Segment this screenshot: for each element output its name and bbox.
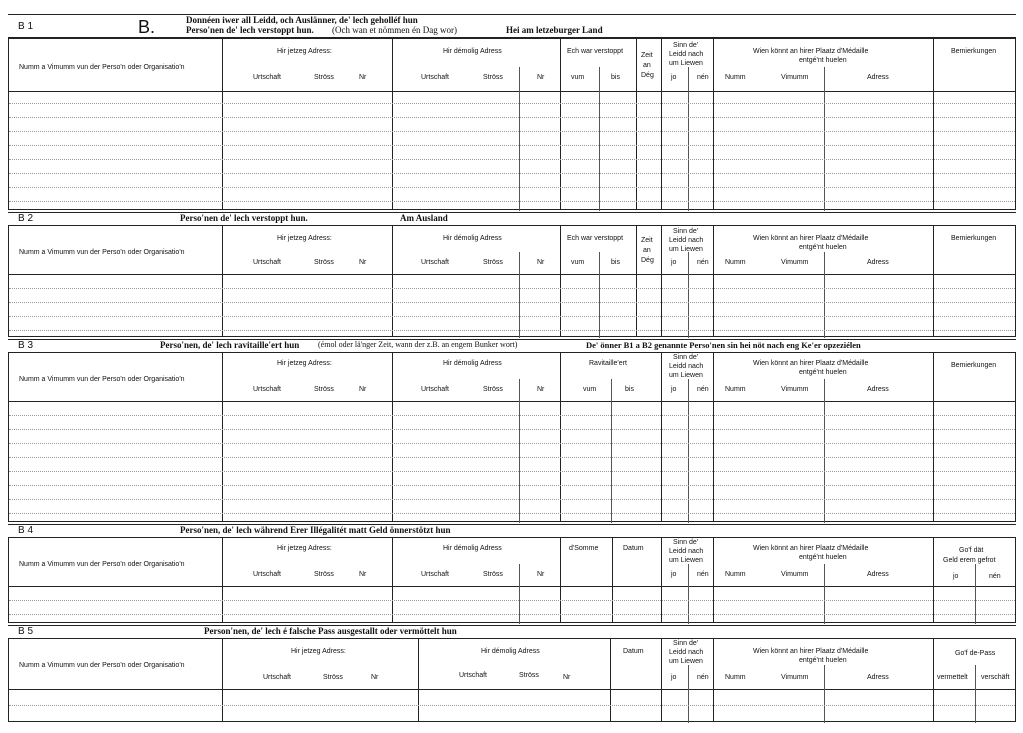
col-place-label: Urtschaft [263, 674, 292, 681]
col-lifesaving-label-1: Sinn de' [673, 640, 699, 647]
col-to-label: bis [611, 259, 620, 266]
col-yes-label: jo [671, 674, 677, 681]
col-no-label: nén [697, 674, 709, 681]
form-letter: B. [138, 17, 156, 37]
col-street-label: Ströss [483, 571, 503, 578]
col-medal-label-1: Wien könnt an hirer Plaatz d'Médaille [753, 648, 869, 655]
col-to-label: bis [611, 74, 620, 81]
section-b1-table [8, 38, 1016, 210]
col-yes-label: jo [671, 74, 677, 81]
col-name-label: Numm a Vimumm vun der Perso'n oder Organisatio'n [19, 376, 185, 383]
col-m-first-label: Vimumm [781, 74, 809, 81]
section-b1-band [8, 14, 1016, 38]
section-b4-band [8, 524, 1016, 538]
col-no-label: nén [989, 573, 1001, 580]
col-street-label: Ströss [519, 672, 539, 679]
section-title-c: De' önner B1 a B2 genannte Perso'nen sin hei nöt nach eng Ke'er opzeziélen [586, 340, 861, 350]
col-given-label-2: Geld erem gefrot [943, 557, 996, 564]
col-name-label: Numm a Vimumm vun der Perso'n oder Organisatio'n [19, 662, 185, 669]
col-place-label: Urtschaft [253, 259, 282, 266]
col-an-label: an [643, 247, 651, 254]
col-lifesaving-label-2: Leidd nach [669, 363, 704, 370]
col-nr-label: Nr [359, 74, 367, 81]
col-prev-addr-label: Hir démolig Adress [443, 545, 502, 552]
col-remarks-label: Bemierkungen [951, 48, 997, 55]
col-street-label: Ströss [483, 386, 503, 393]
col-date-label: Datum [623, 545, 644, 552]
col-place-label: Urtschaft [421, 74, 450, 81]
col-street-label: Ströss [483, 259, 503, 266]
col-time-label: Zeit [641, 52, 653, 59]
col-pass-label: Go'f de-Pass [955, 650, 996, 657]
col-m-name-label: Numm [725, 386, 746, 393]
col-nr-label: Nr [371, 674, 379, 681]
col-no-label: nén [697, 74, 709, 81]
col-deg-label: Dég [641, 72, 654, 79]
col-time-label: Zeit [641, 237, 653, 244]
col-m-first-label: Vimumm [781, 674, 809, 681]
col-remarks-label: Bemierkungen [951, 235, 997, 242]
section-title-a: Perso'nen, de' lech ravitaille'ert hun [160, 340, 300, 350]
section-code: B 5 [18, 626, 34, 637]
section-b2-band [8, 212, 1016, 226]
col-from-label: vum [571, 74, 585, 81]
col-to-label: bis [625, 386, 634, 393]
col-m-first-label: Vimumm [781, 386, 809, 393]
col-hidden-label: Ech war verstoppt [567, 235, 624, 242]
col-no-label: nén [697, 571, 709, 578]
col-hidden-label: Ech war verstoppt [567, 48, 624, 55]
col-street-label: Ströss [314, 259, 334, 266]
col-name-label: Numm a Vimumm vun der Perso'n oder Organisatio'n [19, 64, 185, 71]
col-street-label: Ströss [483, 74, 503, 81]
col-m-first-label: Vimumm [781, 571, 809, 578]
col-place-label: Urtschaft [253, 386, 282, 393]
col-lifesaving-label-1: Sinn de' [673, 42, 699, 49]
col-yes-label: jo [671, 259, 677, 266]
col-medal-label-2: entgé'nt huelen [799, 554, 847, 561]
section-b5-band [8, 625, 1016, 639]
col-nr-label: Nr [359, 386, 367, 393]
col-m-addr-label: Adress [867, 74, 889, 81]
col-cur-addr-label: Hir jetzeg Adress: [277, 48, 332, 55]
col-deg-label: Dég [641, 257, 654, 264]
col-medal-label-2: entgé'nt huelen [799, 369, 847, 376]
col-medal-label-1: Wien könnt an hirer Plaatz d'Médaille [753, 235, 869, 242]
col-medal-label-2: entgé'nt huelen [799, 244, 847, 251]
section-code: B 2 [18, 213, 34, 224]
col-place-label: Urtschaft [253, 74, 282, 81]
section-title-line1: Donnéen iwer all Leidd, och Auslänner, de' lech geholléf hun [186, 15, 418, 25]
col-m-addr-label: Adress [867, 674, 889, 681]
col-cur-addr-label: Hir jetzeg Adress: [291, 648, 346, 655]
section-b4-table [8, 537, 1016, 623]
section-title: Perso'nen, de' lech während Erer Illégalitét matt Geld önnerstötzt hun [180, 525, 451, 535]
section-b5-table [8, 638, 1016, 722]
col-m-addr-label: Adress [867, 571, 889, 578]
col-street-label: Ströss [323, 674, 343, 681]
col-cur-addr-label: Hir jetzeg Adress: [277, 360, 332, 367]
col-lifesaving-label-3: um Liewen [669, 557, 703, 564]
col-nr-label: Nr [359, 571, 367, 578]
col-prev-addr-label: Hir démolig Adress [443, 48, 502, 55]
col-nr-label: Nr [563, 674, 571, 681]
col-m-first-label: Vimumm [781, 259, 809, 266]
col-medal-label-2: entgé'nt huelen [799, 57, 847, 64]
col-remarks-label: Bemierkungen [951, 362, 997, 369]
col-place-label: Urtschaft [421, 259, 450, 266]
col-supplied-label: Ravitaille'ert [589, 360, 627, 367]
col-m-addr-label: Adress [867, 386, 889, 393]
section-title-line2a: Perso'nen de' lech verstoppt hun. [186, 25, 314, 35]
col-lifesaving-label-3: um Liewen [669, 246, 703, 253]
section-title-line2b: (Och wan et nömmen én Dag wor) [332, 25, 457, 35]
col-name-label: Numm a Vimumm vun der Perso'n oder Organisatio'n [19, 249, 185, 256]
col-medal-label-2: entgé'nt huelen [799, 657, 847, 664]
col-m-name-label: Numm [725, 674, 746, 681]
col-nr-label: Nr [359, 259, 367, 266]
col-place-label: Urtschaft [421, 571, 450, 578]
col-destroyed-label: vermettelt [937, 674, 968, 681]
col-lifesaving-label-1: Sinn de' [673, 539, 699, 546]
section-title-line2c: Hei am letzeburger Land [506, 25, 603, 35]
col-lifesaving-label-3: um Liewen [669, 658, 703, 665]
col-m-name-label: Numm [725, 571, 746, 578]
section-title: Perso'nen de' lech verstoppt hun. [180, 213, 308, 223]
col-medal-label-1: Wien könnt an hirer Plaatz d'Médaille [753, 360, 869, 367]
col-nr-label: Nr [537, 571, 545, 578]
col-nr-label: Nr [537, 259, 545, 266]
col-lost-label: verschäft [981, 674, 1010, 681]
col-cur-addr-label: Hir jetzeg Adress: [277, 545, 332, 552]
col-lifesaving-label-3: um Liewen [669, 60, 703, 67]
col-prev-addr-label: Hir démolig Adress [443, 360, 502, 367]
section-title: Person'nen, de' lech é falsche Pass ausgestallt oder vermöttelt hun [204, 626, 457, 636]
col-prev-addr-label: Hir démolig Adress [481, 648, 540, 655]
col-an-label: an [643, 62, 651, 69]
col-no-label: nén [697, 386, 709, 393]
section-b2-table [8, 225, 1016, 337]
section-where: Am Ausland [400, 213, 448, 223]
col-name-label: Numm a Vimumm vun der Perso'n oder Organisatio'n [19, 561, 185, 568]
col-lifesaving-label-1: Sinn de' [673, 228, 699, 235]
col-lifesaving-label-2: Leidd nach [669, 51, 704, 58]
section-code: B 4 [18, 525, 34, 536]
col-m-name-label: Numm [725, 74, 746, 81]
col-nr-label: Nr [537, 386, 545, 393]
col-lifesaving-label-2: Leidd nach [669, 548, 704, 555]
col-prev-addr-label: Hir démolig Adress [443, 235, 502, 242]
section-b3-band [8, 339, 1016, 353]
col-place-label: Urtschaft [459, 672, 488, 679]
col-date-label: Datum [623, 648, 644, 655]
col-sum-label: d'Somme [569, 545, 599, 552]
col-from-label: vum [571, 259, 585, 266]
col-place-label: Urtschaft [253, 571, 282, 578]
col-yes-label: jo [671, 386, 677, 393]
section-code: B 3 [18, 340, 34, 351]
col-lifesaving-label-2: Leidd nach [669, 649, 704, 656]
col-medal-label-1: Wien könnt an hirer Plaatz d'Médaille [753, 48, 869, 55]
col-no-label: nén [697, 259, 709, 266]
col-yes-label: jo [953, 573, 959, 580]
col-medal-label-1: Wien könnt an hirer Plaatz d'Médaille [753, 545, 869, 552]
col-street-label: Ströss [314, 74, 334, 81]
form-page [8, 14, 1016, 724]
col-lifesaving-label-2: Leidd nach [669, 237, 704, 244]
section-title-b: (émol oder lä'nger Zeit, wann der z.B. an engem Bunker wort) [318, 340, 518, 349]
col-given-label-1: Go'f dät [959, 547, 984, 554]
col-lifesaving-label-3: um Liewen [669, 372, 703, 379]
col-place-label: Urtschaft [421, 386, 450, 393]
col-lifesaving-label-1: Sinn de' [673, 354, 699, 361]
col-m-name-label: Numm [725, 259, 746, 266]
col-m-addr-label: Adress [867, 259, 889, 266]
col-cur-addr-label: Hir jetzeg Adress: [277, 235, 332, 242]
col-nr-label: Nr [537, 74, 545, 81]
col-street-label: Ströss [314, 386, 334, 393]
section-code: B 1 [18, 21, 34, 32]
col-from-label: vum [583, 386, 597, 393]
col-yes-label: jo [671, 571, 677, 578]
col-street-label: Ströss [314, 571, 334, 578]
section-b3-table [8, 352, 1016, 522]
